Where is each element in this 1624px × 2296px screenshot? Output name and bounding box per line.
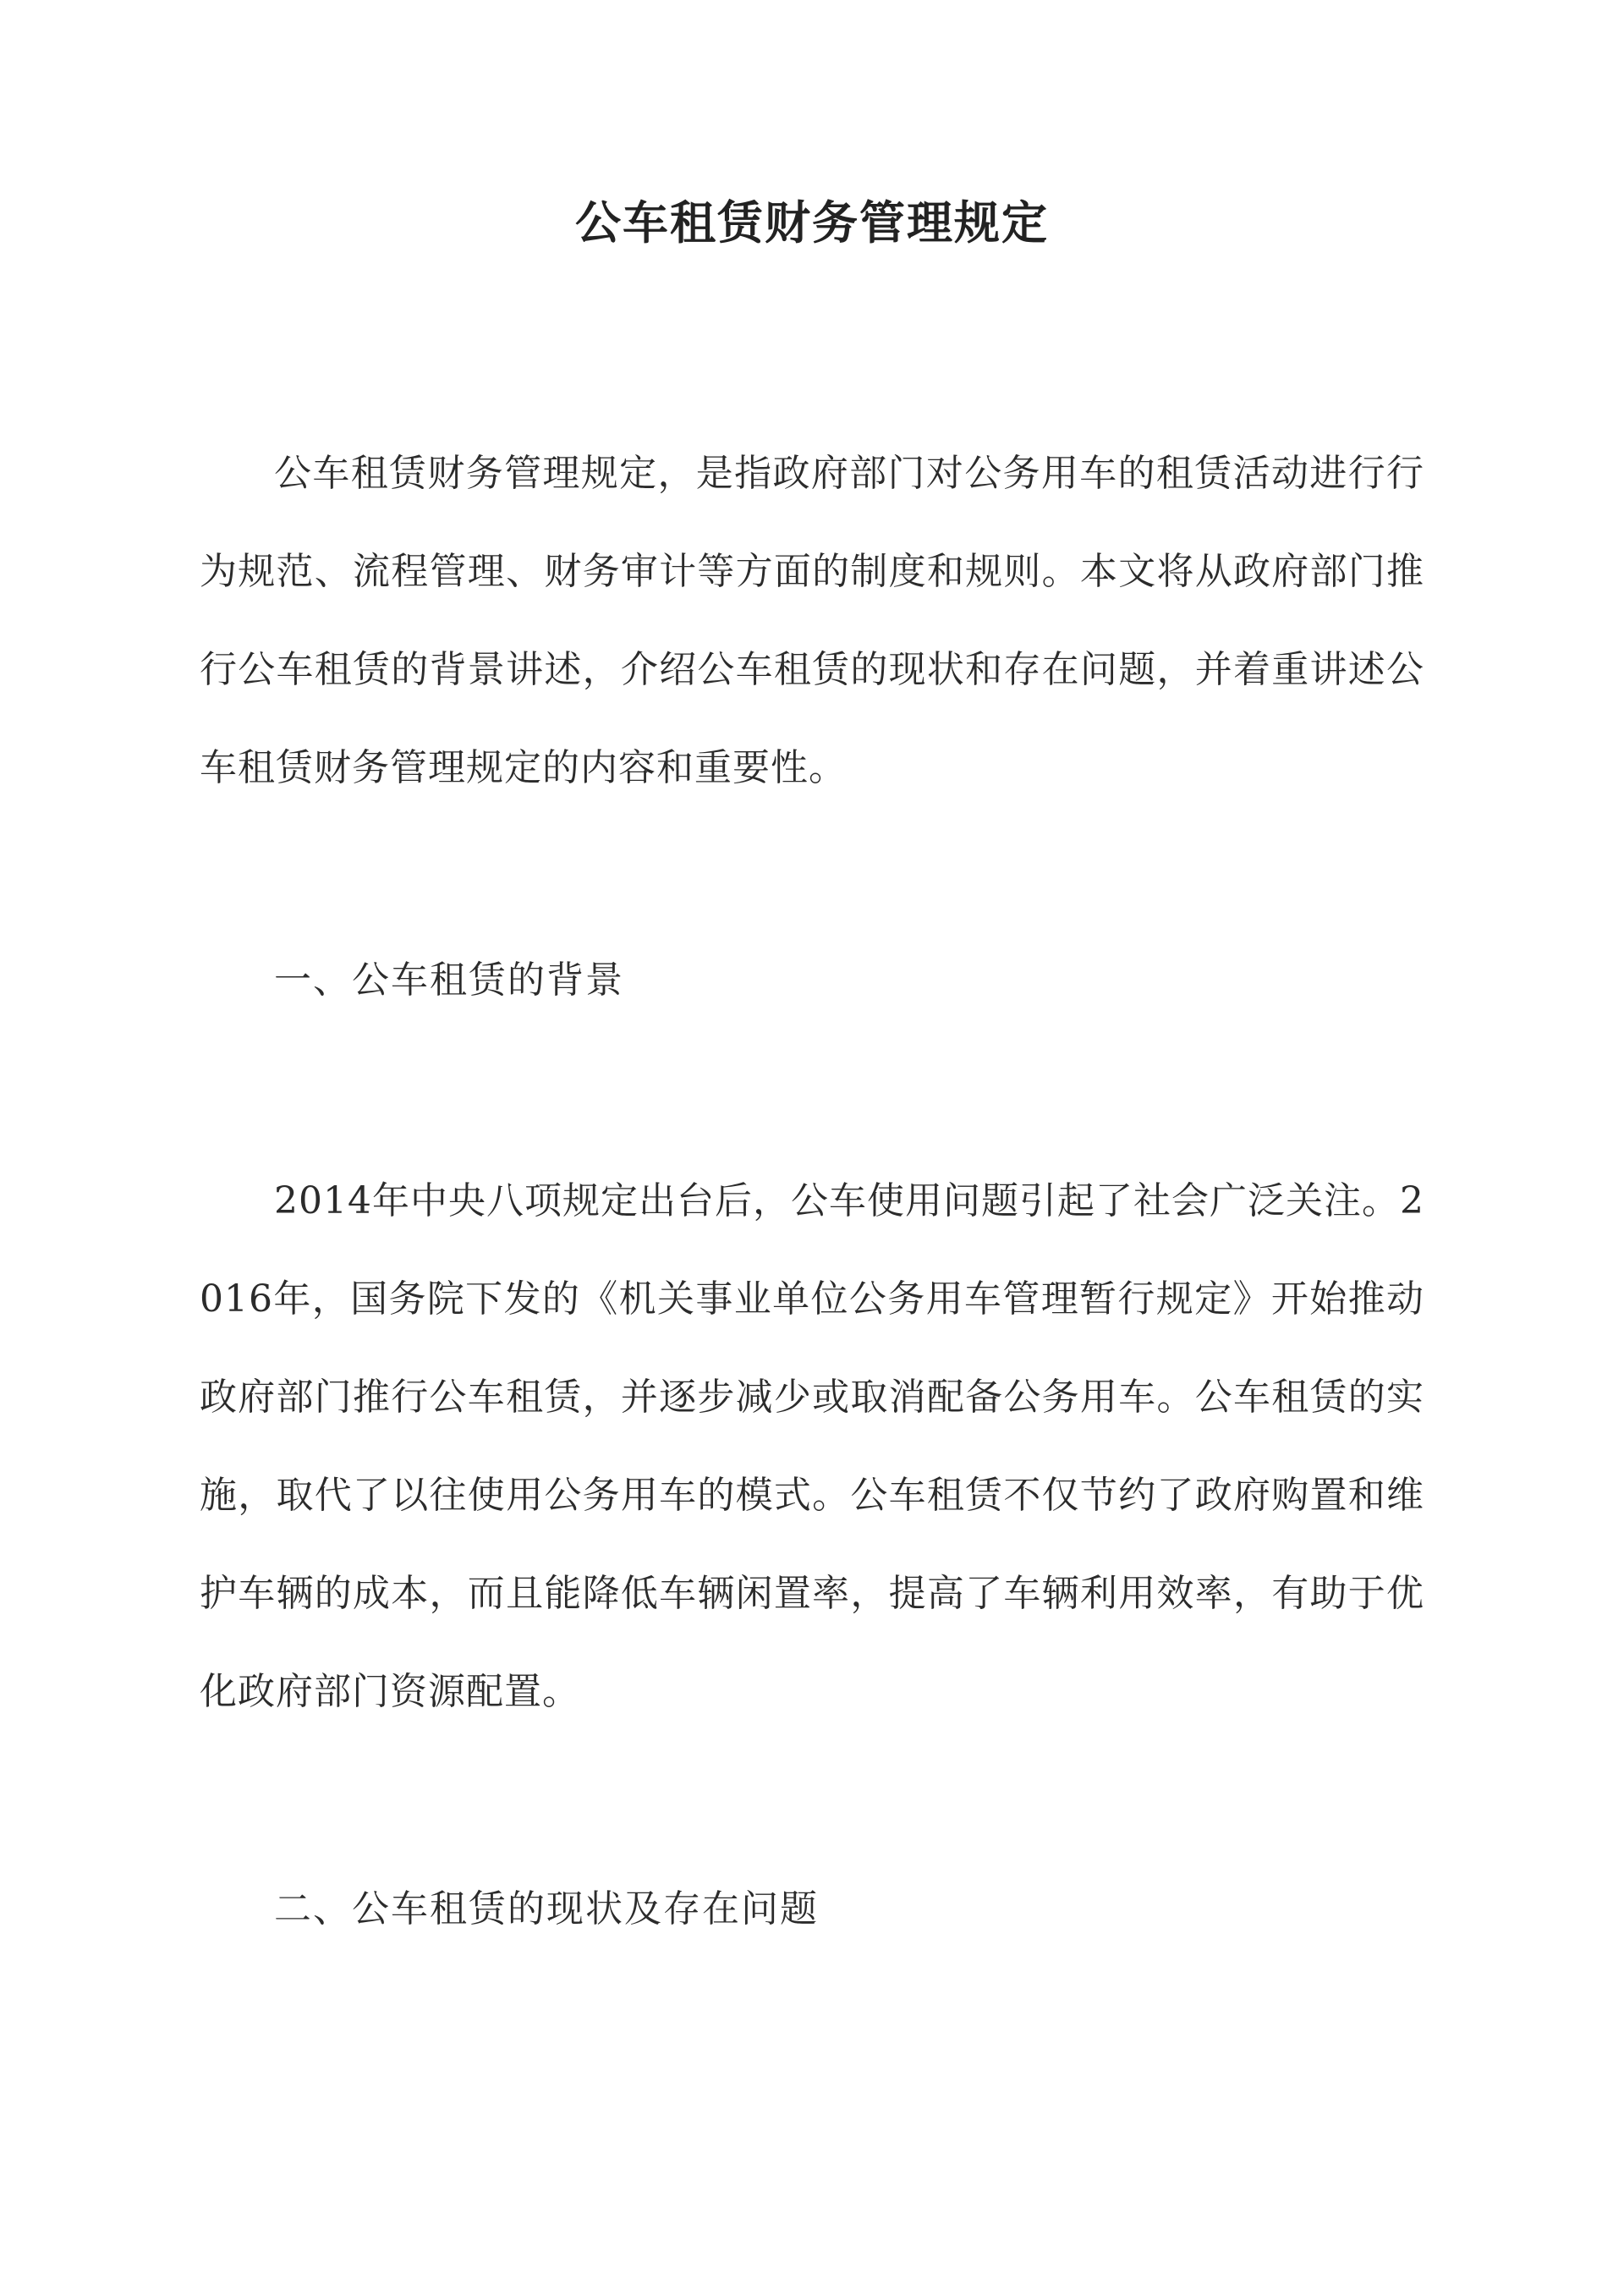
section-heading-background: 一、公车租赁的背景 <box>274 958 624 1002</box>
section-heading-status: 二、公车租赁的现状及存在问题 <box>274 1887 819 1931</box>
document-title: 公车租赁财务管理规定 <box>575 195 1049 250</box>
intro-paragraph: 公车租赁财务管理规定，是指政府部门对公务用车的租赁活动进行行为规范、流程管理、财务审计等方面的制度和规则。本文将从政府部门推行公车租赁的背景讲述，介绍公车租赁的现状和存在问题，并着重讲述公车租赁财务管理规定的内容和重要性。 <box>200 452 1424 789</box>
section-body-background: 2014年中央八项规定出台后，公车使用问题引起了社会广泛关注。2016年，国务院下发的《机关事业单位公务用车管理暂行规定》开始推动政府部门推行公车租赁，并逐步减少或取消配备公务用车。公车租赁的实施，取代了以往使用公务用车的模式。公车租赁不仅节约了政府购置和维护车辆的成本，而且能降低车辆闲置率，提高了车辆利用效率，有助于优化政府部门资源配置。 <box>200 1179 1424 1713</box>
